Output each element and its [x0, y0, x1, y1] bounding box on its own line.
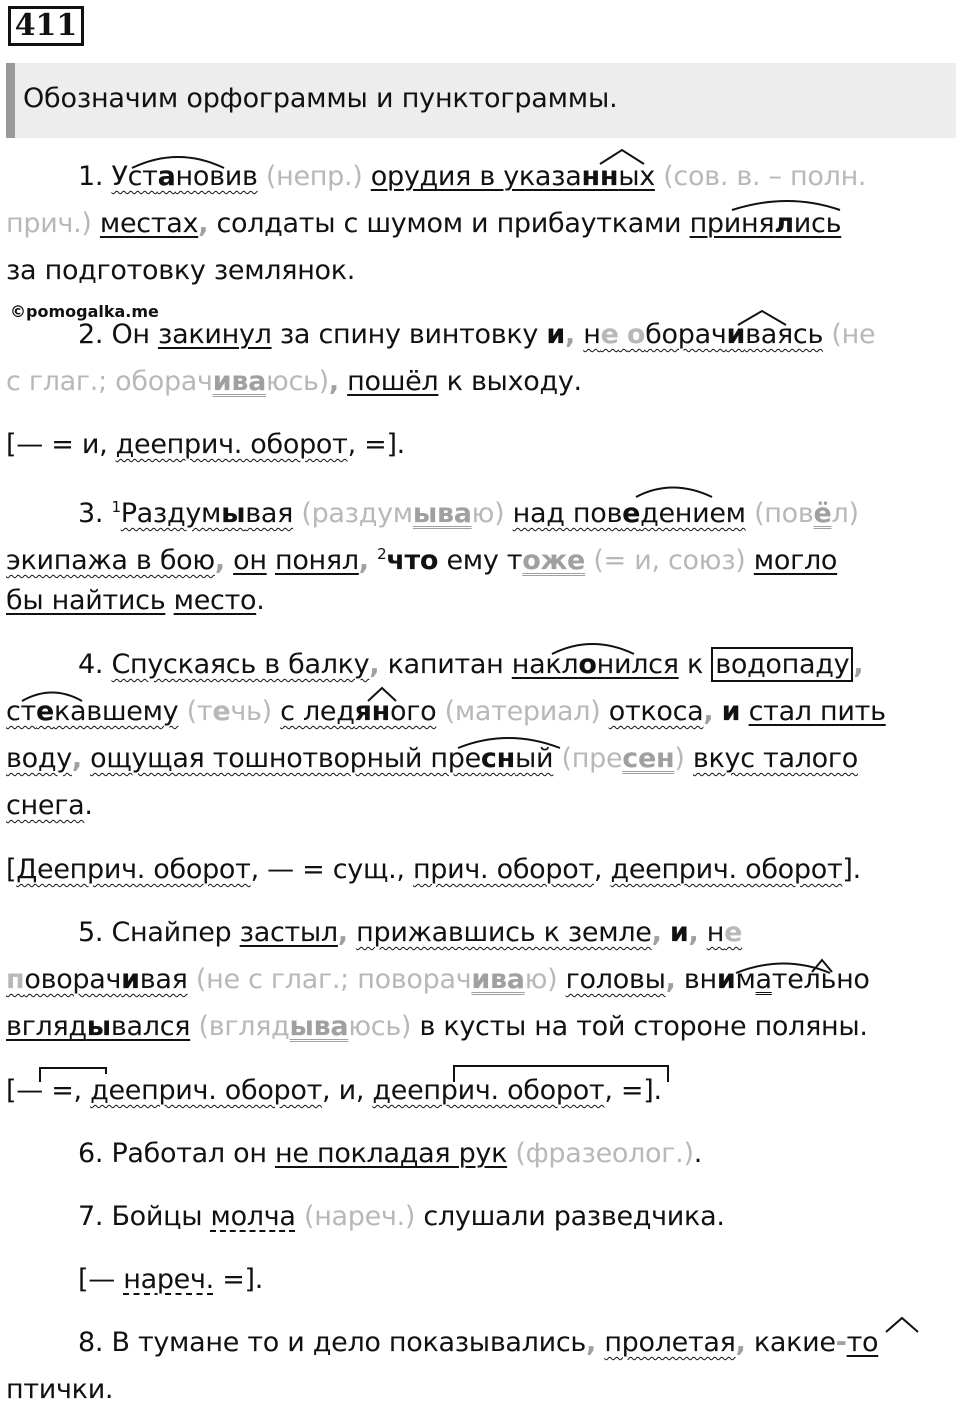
sentence-3-line-3: бы найтись место.: [6, 585, 265, 616]
sentence-4-line-2: стекавшему (течь) с ледяного (материал) откоса, и стал пить: [6, 696, 886, 727]
sentence-2-scheme: [— = и, дееприч. оборот, =].: [6, 429, 405, 460]
sentence-4-line-4: снега.: [6, 790, 93, 821]
sentence-1-line-2: прич.) местах, солдаты с шумом и прибаутками принялись: [6, 208, 842, 239]
sentence-5-scheme: [— =, дееприч. оборот, и, дееприч. оборот, =].: [6, 1075, 662, 1106]
sentence-1-line-1: 1. Установив (непр.) орудия в указанных (сов. в. – полн.: [78, 161, 867, 192]
sentence-8-line-1: 8. В тумане то и дело показывались, пролетая, какие-то: [78, 1327, 879, 1358]
sentence-4-line-1: 4. Спускаясь в балку, капитан наклонился к водопаду ,: [78, 649, 864, 680]
suffix-caret: [886, 1318, 918, 1332]
sentence-6: 6. Работал он не покладая рук (фразеолог.).: [78, 1138, 702, 1169]
sentence-7-scheme: [— нареч. =].: [78, 1264, 264, 1295]
sentence-7: 7. Бойцы молча (нареч.) слушали разведчика.: [78, 1201, 725, 1232]
watermark: ©pomogalka.me: [10, 302, 159, 321]
exercise-number: 411: [8, 6, 84, 46]
sentence-5-line-1: 5. Снайпер застыл, прижавшись к земле, и, не: [78, 917, 743, 948]
sentence-5-line-3: вглядывался (вглядываюсь) в кусты на той стороне поляны.: [6, 1011, 868, 1042]
sentence-2-line-1: 2. Он закинул за спину винтовку и, не оборачиваясь (не: [78, 319, 876, 350]
sentence-4-scheme: [Дееприч. оборот, — = сущ., прич. оборот, дееприч. оборот].: [6, 854, 861, 885]
sentence-8-line-2: птички.: [6, 1374, 114, 1405]
sentence-1-line-3: за подготовку землянок.: [6, 255, 356, 286]
sentence-3-line-1: 3. $^1$Раздумывая (раздумываю) над поведением (повёл): [78, 498, 859, 529]
heading: Обозначим орфограммы и пунктограммы.: [23, 83, 618, 114]
sentence-5-line-2: поворачивая (не с глаг.; поворачиваю) головы, внимательно: [6, 964, 870, 995]
sentence-2-line-2: с глаг.; оборачиваюсь), пошёл к выходу.: [6, 366, 582, 397]
sentence-3-line-2: экипажа в бою, он понял, $^2$что ему тоже (= и, союз) могло: [6, 545, 838, 576]
sentence-4-line-3: воду, ощущая тошнотворный пресный (пресен) вкус талого: [6, 743, 858, 774]
heading-bar: [6, 63, 956, 138]
